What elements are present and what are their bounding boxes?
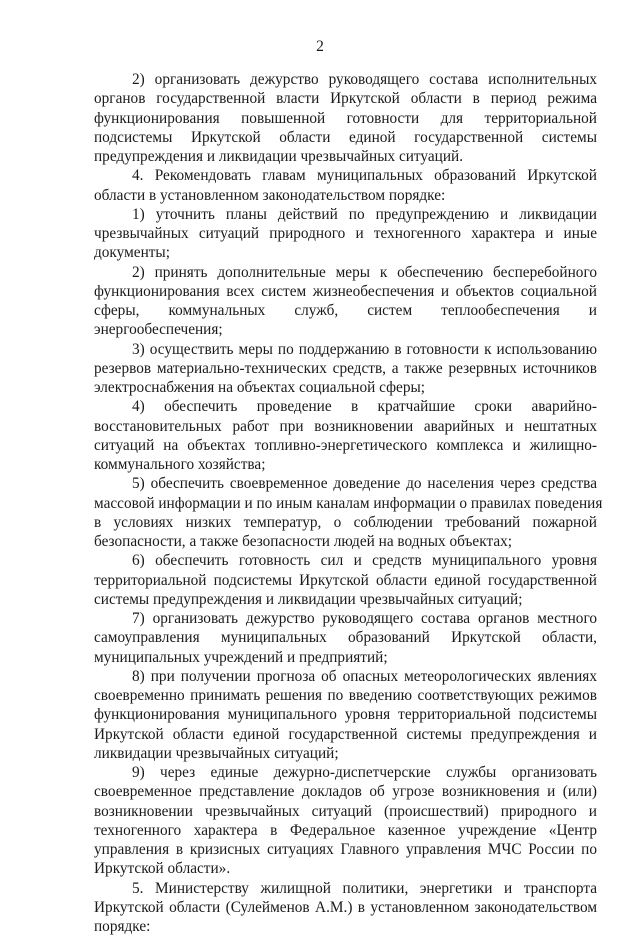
paragraph-p-4-5 (94, 474, 597, 551)
paragraph-p-2-duty (94, 70, 597, 166)
text-line: 7) организовать дежурство руководящего состава органов местного (94, 609, 597, 628)
text-line: сферы, коммунальных служб, систем теплообеспечения и (94, 301, 597, 320)
paragraph-p-4-3 (94, 340, 597, 398)
paragraph-p-5-ministry (94, 879, 597, 936)
text-line: 5. Министерству жилищной политики, энергетики и транспорта (94, 879, 597, 898)
text-line: 2) принять дополнительные меры к обеспечению бесперебойного (94, 263, 597, 282)
text-line: 5) обеспечить своевременное доведение до населения через средства (94, 474, 597, 493)
text-line: своевременно принимать решения по введению соответствующих режимов (94, 686, 597, 705)
text-line: своевременное представление докладов об угрозе возникновения и (или) (94, 782, 597, 801)
text-line: системы предупреждения и ликвидации чрезвычайных ситуаций; (94, 590, 597, 609)
text-line: 9) через единые дежурно-диспетчерские службы организовать (94, 763, 597, 782)
text-line: 8) при получении прогноза об опасных метеорологических явлениях (94, 667, 597, 686)
text-line: восстановительных работ при возникновении аварийных и нештатных (94, 417, 597, 436)
text-line: 6) обеспечить готовность сил и средств муниципального уровня (94, 551, 597, 570)
text-line: функционирования повышенной готовности для территориальной (94, 109, 597, 128)
paragraph-p-4-8 (94, 667, 597, 763)
text-line: энергообеспечения; (94, 320, 597, 339)
text-line: в условиях низких температур, о соблюдении требований пожарной (94, 513, 597, 532)
text-line: 3) осуществить меры по поддержанию в готовности к использованию (94, 340, 597, 359)
page-number: 2 (0, 38, 640, 56)
text-line: 4. Рекомендовать главам муниципальных образований Иркутской (94, 166, 597, 185)
text-line: порядке: (94, 917, 597, 936)
text-line: техногенного характера в Федеральное казенное учреждение «Центр (94, 821, 597, 840)
text-line: территориальной подсистемы Иркутской области единой государственной (94, 571, 597, 590)
paragraph-p-4-4 (94, 397, 597, 474)
text-line: коммунального хозяйства; (94, 455, 597, 474)
text-line: управления в кризисных ситуациях Главного управления МЧС России по (94, 840, 597, 859)
text-line: области в установленном законодательством порядке: (94, 186, 597, 205)
paragraph-p-4-7 (94, 609, 597, 667)
text-line: 2) организовать дежурство руководящего состава исполнительных (94, 70, 597, 89)
paragraph-p-4-9 (94, 763, 597, 879)
text-line: Иркутской области (Сулейменов А.М.) в установленном законодательством (94, 898, 597, 917)
text-line: муниципальных учреждений и предприятий; (94, 648, 597, 667)
text-line: ситуаций на объектах топливно-энергетического комплекса и жилищно- (94, 436, 597, 455)
text-line: Иркутской области». (94, 859, 597, 878)
text-line: массовой информации и по иным каналам информации о правилах поведения (94, 494, 597, 513)
text-line: 1) уточнить планы действий по предупреждению и ликвидации (94, 205, 597, 224)
text-line: функционирования всех систем жизнеобеспечения и объектов социальной (94, 282, 597, 301)
text-line: 4) обеспечить проведение в кратчайшие сроки аварийно- (94, 397, 597, 416)
text-line: резервов материально-технических средств, а также резервных источников (94, 359, 597, 378)
text-line: органов государственной власти Иркутской области в период режима (94, 89, 597, 108)
paragraph-p-4-1 (94, 205, 597, 263)
text-line: функционирования муниципального уровня территориальной подсистемы (94, 705, 597, 724)
text-line: безопасности, а также безопасности людей на водных объектах; (94, 532, 597, 551)
text-line: чрезвычайных ситуаций природного и техногенного характера и иные (94, 224, 597, 243)
paragraph-p-4-2 (94, 263, 597, 340)
text-line: подсистемы Иркутской области единой государственной системы (94, 128, 597, 147)
text-line: документы; (94, 243, 597, 262)
paragraph-p-4-recommend (94, 166, 597, 205)
text-line: ликвидации чрезвычайных ситуаций; (94, 744, 597, 763)
text-line: возникновении чрезвычайных ситуаций (происшествий) природного и (94, 802, 597, 821)
paragraph-p-4-6 (94, 551, 597, 609)
document-body (94, 70, 597, 936)
text-line: электроснабжения на объектах социальной сферы; (94, 378, 597, 397)
text-line: самоуправления муниципальных образований Иркутской области, (94, 628, 597, 647)
text-line: предупреждения и ликвидации чрезвычайных ситуаций. (94, 147, 597, 166)
text-line: Иркутской области единой государственной системы предупреждения и (94, 725, 597, 744)
